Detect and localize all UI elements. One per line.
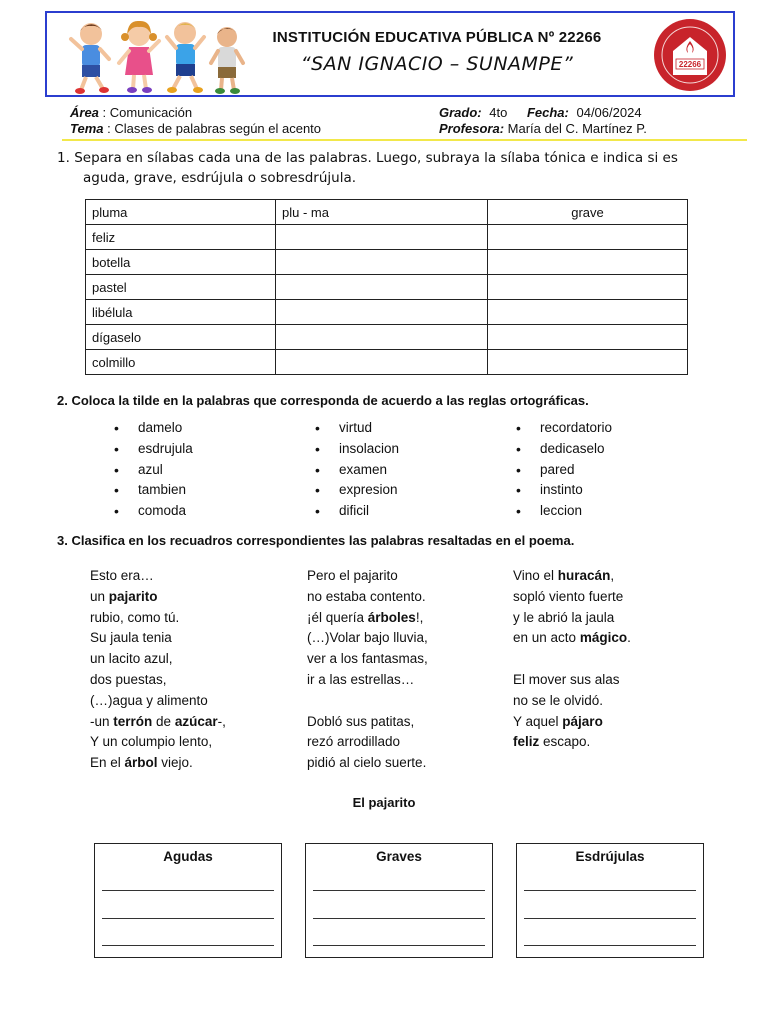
- q1-number: 1.: [57, 150, 70, 166]
- question-3: 3. Clasifica en los recuadros correspondientes las palabras resaltadas en el poema.: [57, 533, 575, 548]
- list-item: • expresion: [315, 480, 399, 501]
- syllable-table: [85, 199, 688, 375]
- poem-text: Y aquel: [513, 713, 563, 729]
- word-cell: pluma: [86, 200, 276, 225]
- grado-label: Grado:: [439, 105, 482, 120]
- poem-line: [90, 566, 226, 587]
- poem-column-3: [513, 566, 631, 753]
- poem-text: En el: [90, 755, 125, 771]
- institution-title: INSTITUCIÓN EDUCATIVA PÚBLICA Nº 22266: [272, 29, 602, 46]
- area-value: : Comunicación: [102, 105, 193, 120]
- poem-line: [513, 732, 631, 753]
- tema-line: [70, 121, 321, 136]
- poem-text: rezó arrodillado: [307, 734, 401, 750]
- poem-line: [90, 732, 226, 753]
- table-row: [86, 300, 688, 325]
- poem-line: [90, 649, 226, 670]
- poem-line: [307, 628, 428, 649]
- syllables-cell[interactable]: [276, 325, 488, 350]
- word-cell: dígaselo: [86, 325, 276, 350]
- syllables-cell[interactable]: plu - ma: [276, 200, 488, 225]
- poem-line: [90, 587, 226, 608]
- word-cell: feliz: [86, 225, 276, 250]
- poem-text: Esto era…: [90, 568, 154, 583]
- poem-text: dos puestas,: [90, 671, 167, 687]
- poem-line: [513, 691, 631, 712]
- poem-text: ¡él quería: [307, 609, 368, 625]
- poem-line: [307, 587, 428, 608]
- syllables-cell[interactable]: [276, 250, 488, 275]
- classification-cell[interactable]: [488, 300, 688, 325]
- poem-line: [307, 691, 428, 712]
- poem-line: [307, 670, 428, 691]
- list-item: • recordatorio: [516, 418, 612, 439]
- poem-line: [513, 608, 631, 629]
- list-item: • esdrujula: [114, 439, 193, 460]
- box-graves: [305, 843, 493, 958]
- word-cell: pastel: [86, 275, 276, 300]
- word-cell: colmillo: [86, 350, 276, 375]
- poem-text: de: [152, 713, 175, 729]
- poem-line: [90, 628, 226, 649]
- table-row: [86, 250, 688, 275]
- poem-text: Dobló sus patitas,: [307, 713, 415, 729]
- syllables-cell[interactable]: [276, 350, 488, 375]
- poem-text: pidió al cielo suerte.: [307, 755, 427, 771]
- tema-label: Tema: [70, 121, 104, 136]
- word-list-3: [516, 418, 612, 522]
- grado-line: [439, 105, 642, 120]
- answer-line[interactable]: [313, 918, 485, 919]
- poem-line: [90, 691, 226, 712]
- poem-line: [513, 670, 631, 691]
- tema-value: : Clases de palabras según el acento: [107, 121, 322, 136]
- answer-line[interactable]: [102, 918, 274, 919]
- poem-text: (…)agua y alimento: [90, 692, 208, 708]
- poem-line: [307, 753, 428, 774]
- poem-line: [513, 587, 631, 608]
- answer-line[interactable]: [102, 945, 274, 946]
- answer-line[interactable]: [102, 890, 274, 891]
- classification-cell[interactable]: [488, 275, 688, 300]
- highlighted-word: pájaro: [562, 713, 603, 729]
- answer-line[interactable]: [313, 945, 485, 946]
- poem-title: El pajarito: [352, 795, 416, 810]
- poem-text: -un: [90, 713, 114, 729]
- seal-number: 22266: [678, 60, 702, 69]
- answer-line[interactable]: [524, 918, 696, 919]
- highlighted-word: terrón: [113, 713, 153, 729]
- profesora-line: [439, 121, 647, 136]
- poem-text: El mover sus alas: [513, 671, 620, 687]
- poem-line: [307, 712, 428, 733]
- poem-text: -,: [217, 713, 226, 729]
- word-cell: botella: [86, 250, 276, 275]
- word-cell: libélula: [86, 300, 276, 325]
- list-item: • leccion: [516, 501, 612, 522]
- school-name: “SAN IGNACIO – SUNAMPE”: [300, 53, 574, 75]
- classification-cell[interactable]: [488, 350, 688, 375]
- fecha-value: 04/06/2024: [576, 105, 642, 120]
- poem-column-1: [90, 566, 226, 774]
- highlighted-word: feliz: [513, 734, 540, 750]
- list-item: • instinto: [516, 480, 612, 501]
- poem-text: un lacito azul,: [90, 651, 173, 667]
- poem-text: !,: [415, 609, 424, 625]
- poem-line: [90, 670, 226, 691]
- answer-line[interactable]: [524, 890, 696, 891]
- poem-text: no estaba contento.: [307, 588, 426, 604]
- poem-text: rubio, como tú.: [90, 609, 180, 625]
- poem-text: ir a las estrellas…: [307, 671, 415, 687]
- word-list-1: [114, 418, 193, 522]
- fecha-label: Fecha:: [526, 105, 569, 120]
- box-agudas: [94, 843, 282, 958]
- poem-line: [307, 608, 428, 629]
- syllables-cell[interactable]: [276, 225, 488, 250]
- poem-text: ver a los fantasmas,: [307, 651, 428, 667]
- poem-line: [90, 753, 226, 774]
- table-row: [86, 225, 688, 250]
- area-line: [70, 105, 192, 120]
- highlighted-word: azúcar: [174, 713, 218, 729]
- q1-line1: Separa en sílabas cada una de las palabras. Luego, subraya la sílaba tónica e indica si es: [74, 150, 678, 166]
- list-item: • insolacion: [315, 439, 399, 460]
- poem-text: no se le olvidó.: [513, 692, 604, 708]
- classification-cell[interactable]: [488, 325, 688, 350]
- divider-line: [62, 139, 747, 141]
- answer-line[interactable]: [313, 890, 485, 891]
- poem-text: Pero el pajarito: [307, 568, 398, 583]
- highlighted-word: huracán: [557, 568, 611, 583]
- poem-text: Su jaula tenia: [90, 630, 172, 646]
- syllables-cell[interactable]: [276, 275, 488, 300]
- highlighted-word: árboles: [367, 609, 416, 625]
- poem-line: [90, 608, 226, 629]
- poem-text: Vino el: [513, 568, 558, 583]
- poem-text: un: [90, 588, 109, 604]
- q1-line2: aguda, grave, esdrújula o sobresdrújula.: [83, 170, 357, 186]
- profesora-label: Profesora:: [439, 121, 505, 136]
- list-item: • tambien: [114, 480, 193, 501]
- syllables-cell[interactable]: [276, 300, 488, 325]
- table-row: [86, 275, 688, 300]
- list-item: • pared: [516, 460, 612, 481]
- profesora-value: María del C. Martínez P.: [507, 121, 647, 136]
- classification-cell[interactable]: grave: [488, 200, 688, 225]
- header-box: [45, 11, 735, 97]
- list-item: • dificil: [315, 501, 399, 522]
- grado-value: 4to: [489, 105, 508, 120]
- classification-cell[interactable]: [488, 225, 688, 250]
- highlighted-word: árbol: [124, 755, 158, 771]
- word-list-2: [315, 418, 399, 522]
- poem-text: (…)Volar bajo lluvia,: [307, 630, 428, 646]
- poem-text: .: [627, 630, 631, 646]
- question-1: [57, 148, 737, 188]
- highlighted-word: pajarito: [108, 588, 158, 604]
- poem-line: [513, 649, 631, 670]
- question-2: 2. Coloca la tilde en la palabras que corresponda de acuerdo a las reglas ortográficas.: [57, 393, 589, 408]
- box-title-graves: Graves: [376, 849, 422, 864]
- box-title-esdrujulas: Esdrújulas: [575, 849, 645, 864]
- poem-line: [90, 712, 226, 733]
- poem-line: [513, 628, 631, 649]
- list-item: • azul: [114, 460, 193, 481]
- poem-line: [307, 649, 428, 670]
- table-row: [86, 325, 688, 350]
- poem-line: [513, 712, 631, 733]
- school-seal: [651, 17, 729, 93]
- highlighted-word: mágico: [579, 630, 628, 646]
- box-title-agudas: Agudas: [163, 849, 213, 864]
- poem-line: [307, 566, 428, 587]
- table-row: [86, 350, 688, 375]
- poem-text: en un acto: [513, 630, 580, 646]
- list-item: • dedicaselo: [516, 439, 612, 460]
- list-item: • damelo: [114, 418, 193, 439]
- list-item: • comoda: [114, 501, 193, 522]
- list-item: • examen: [315, 460, 399, 481]
- poem-column-2: [307, 566, 428, 774]
- poem-text: viejo.: [157, 755, 193, 771]
- poem-text: ,: [610, 568, 615, 583]
- poem-text: escapo.: [539, 734, 591, 750]
- poem-line: [513, 566, 631, 587]
- poem-text: y le abrió la jaula: [513, 609, 615, 625]
- area-label: Área: [70, 105, 99, 120]
- answer-line[interactable]: [524, 945, 696, 946]
- poem-line: [307, 732, 428, 753]
- poem-text: sopló viento fuerte: [513, 588, 624, 604]
- list-item: • virtud: [315, 418, 399, 439]
- table-row: [86, 200, 688, 225]
- box-esdrujulas: [516, 843, 704, 958]
- poem-text: Y un columpio lento,: [90, 734, 213, 750]
- classification-cell[interactable]: [488, 250, 688, 275]
